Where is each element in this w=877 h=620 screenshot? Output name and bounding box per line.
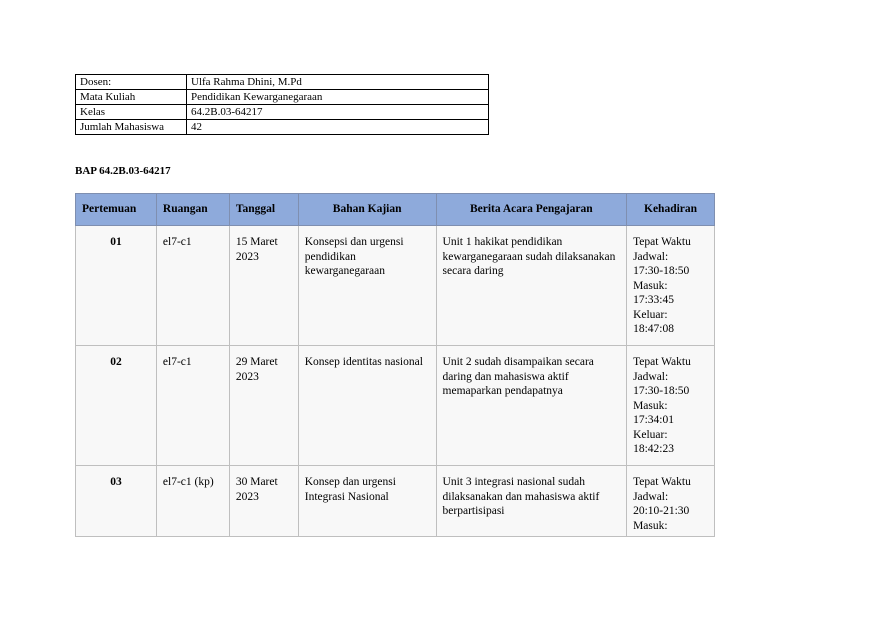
kehadiran-line: Keluar: <box>633 428 668 441</box>
info-label: Mata Kuliah <box>76 90 187 105</box>
kehadiran-line: Keluar: <box>633 308 668 321</box>
header-tanggal: Tanggal <box>229 194 298 226</box>
cell-bahan-kajian: Konsep identitas nasional <box>298 346 436 466</box>
kehadiran-line: Jadwal: <box>633 490 669 503</box>
kehadiran-line: Masuk: <box>633 519 668 532</box>
table-row <box>76 346 715 466</box>
kehadiran-status: Tepat Waktu <box>633 236 691 248</box>
header-ruangan: Ruangan <box>156 194 229 226</box>
header-bahan-kajian: Bahan Kajian <box>298 194 436 226</box>
info-value: 42 <box>187 120 489 135</box>
table-row <box>76 466 715 537</box>
bap-table <box>75 193 715 537</box>
kehadiran-line: 17:30-18:50 <box>633 385 690 397</box>
kehadiran-line: 17:30-18:50 <box>633 265 690 277</box>
kehadiran-status: Tepat Waktu <box>633 356 691 368</box>
cell-bahan-kajian: Konsep dan urgensi Integrasi Nasional <box>298 466 436 537</box>
cell-pertemuan: 02 <box>76 346 157 466</box>
kehadiran-line: 17:34:01 <box>633 414 674 426</box>
header-kehadiran: Kehadiran <box>627 194 715 226</box>
header-berita-acara: Berita Acara Pengajaran <box>436 194 627 226</box>
kehadiran-line: Masuk: <box>633 279 668 292</box>
kehadiran-line: Jadwal: <box>633 370 669 383</box>
cell-kehadiran <box>627 346 715 466</box>
table-header-row <box>76 194 715 226</box>
info-row-mata-kuliah <box>76 90 489 105</box>
info-row-kelas <box>76 105 489 120</box>
info-value: 64.2B.03-64217 <box>187 105 489 120</box>
cell-kehadiran <box>627 466 715 537</box>
cell-berita-acara: Unit 2 sudah disampaikan secara daring dan mahasiswa aktif memaparkan pendapatnya <box>436 346 627 466</box>
cell-tanggal: 30 Maret 2023 <box>229 466 298 537</box>
kehadiran-line: 18:42:23 <box>633 443 674 455</box>
info-row-dosen <box>76 75 489 90</box>
info-label: Dosen: <box>76 75 187 90</box>
section-title: BAP 64.2B.03-64217 <box>75 165 171 177</box>
course-info-table <box>75 74 489 135</box>
cell-ruangan: el7-c1 <box>156 226 229 346</box>
header-pertemuan: Pertemuan <box>76 194 157 226</box>
kehadiran-line: Masuk: <box>633 399 668 412</box>
info-value: Pendidikan Kewarganegaraan <box>187 90 489 105</box>
info-label: Jumlah Mahasiswa <box>76 120 187 135</box>
kehadiran-line: 18:47:08 <box>633 323 674 335</box>
cell-ruangan: el7-c1 <box>156 346 229 466</box>
cell-tanggal: 15 Maret 2023 <box>229 226 298 346</box>
info-value: Ulfa Rahma Dhini, M.Pd <box>187 75 489 90</box>
cell-pertemuan: 01 <box>76 226 157 346</box>
kehadiran-status: Tepat Waktu <box>633 476 691 488</box>
cell-tanggal: 29 Maret 2023 <box>229 346 298 466</box>
kehadiran-line: 17:33:45 <box>633 294 674 306</box>
kehadiran-line: Jadwal: <box>633 250 669 263</box>
cell-berita-acara: Unit 1 hakikat pendidikan kewarganegaraan sudah dilaksanakan secara daring <box>436 226 627 346</box>
cell-kehadiran <box>627 226 715 346</box>
cell-berita-acara: Unit 3 integrasi nasional sudah dilaksanakan dan mahasiswa aktif berpartisipasi <box>436 466 627 537</box>
cell-ruangan: el7-c1 (kp) <box>156 466 229 537</box>
table-row <box>76 226 715 346</box>
kehadiran-line: 20:10-21:30 <box>633 505 690 517</box>
cell-pertemuan: 03 <box>76 466 157 537</box>
info-label: Kelas <box>76 105 187 120</box>
info-row-jumlah-mahasiswa <box>76 120 489 135</box>
cell-bahan-kajian: Konsepsi dan urgensi pendidikan kewarganegaraan <box>298 226 436 346</box>
